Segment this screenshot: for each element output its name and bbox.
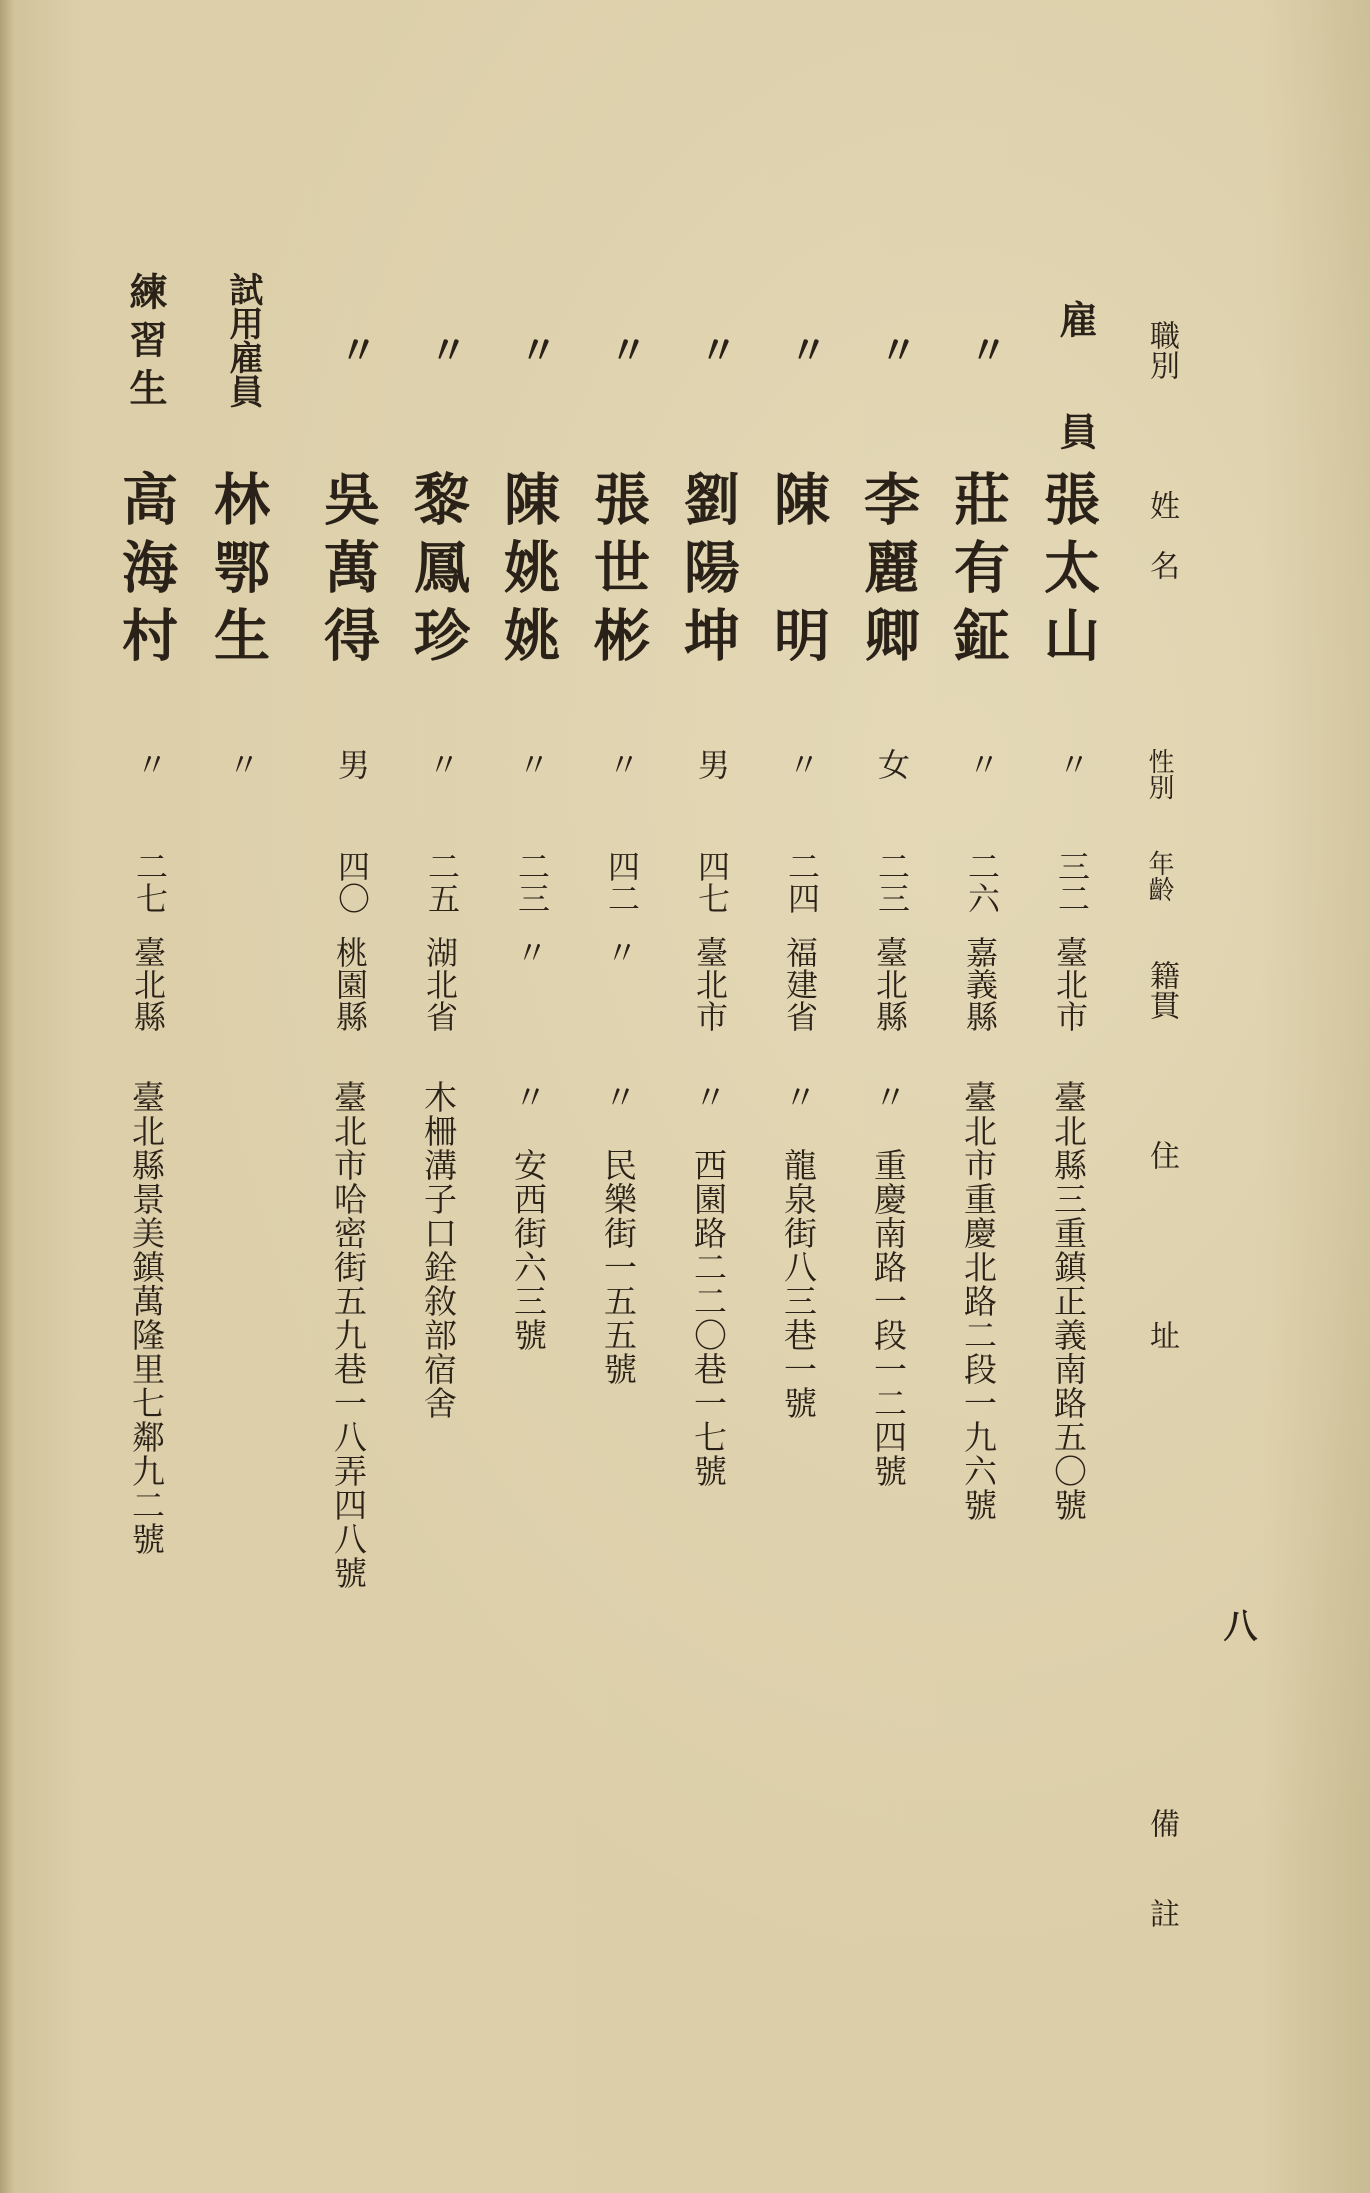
row-position: 雇 員 <box>1053 300 1098 468</box>
row-age: 四〇 <box>333 850 371 914</box>
row-sex: 〃 <box>423 748 461 780</box>
header-position: 職別 <box>1144 320 1179 380</box>
row-address: 〃 安西街六三號 <box>509 1080 548 1352</box>
row-origin: 臺北縣 <box>129 936 167 1032</box>
row-name: 吳萬得 <box>315 470 381 674</box>
row-sex: 〃 <box>603 748 641 780</box>
row-sex: 男 <box>333 748 371 780</box>
row-sex: 〃 <box>513 748 551 780</box>
row-sex: 〃 <box>783 748 821 780</box>
row-origin: 桃園縣 <box>331 936 369 1032</box>
row-address: 木柵溝子口銓敘部宿舍 <box>419 1080 458 1420</box>
row-age: 二六 <box>963 850 1001 914</box>
row-address: 〃 龍泉街八三巷一號 <box>779 1080 818 1420</box>
row-position: 〃 <box>423 330 468 368</box>
row-name: 黎鳳珍 <box>405 470 471 674</box>
row-name: 劉陽坤 <box>675 470 741 674</box>
row-name: 陳姚姚 <box>495 470 561 674</box>
row-sex: 〃 <box>1053 748 1091 780</box>
row-name: 陳 明 <box>765 470 831 674</box>
row-position: 〃 <box>873 330 918 368</box>
row-age: 四二 <box>603 850 641 914</box>
row-origin: 〃 <box>601 936 639 968</box>
row-position: 試用雇員 <box>223 272 263 408</box>
row-sex: 〃 <box>223 748 261 780</box>
header-remarks: 備 註 <box>1144 1808 1179 1928</box>
row-age: 四七 <box>693 850 731 914</box>
row-origin: 臺北市 <box>1051 936 1089 1032</box>
row-sex: 〃 <box>131 748 169 780</box>
row-position: 〃 <box>513 330 558 368</box>
page-fold-shadow <box>0 0 14 2193</box>
row-origin: 湖北省 <box>421 936 459 1032</box>
row-origin: 嘉義縣 <box>961 936 999 1032</box>
row-address: 臺北市重慶北路二段一九六號 <box>959 1080 998 1522</box>
row-name: 李麗卿 <box>855 470 921 674</box>
header-age: 年齡 <box>1144 850 1174 902</box>
row-address: 臺北市哈密街五九巷一八弄四八號 <box>329 1080 368 1590</box>
row-sex: 女 <box>873 748 911 780</box>
row-position: 〃 <box>963 330 1008 368</box>
row-position: 〃 <box>333 330 378 368</box>
row-sex: 〃 <box>963 748 1001 780</box>
row-address: 臺北縣三重鎮正義南路五〇號 <box>1049 1080 1088 1522</box>
header-sex: 性別 <box>1144 748 1174 800</box>
header-address: 住 址 <box>1144 1140 1179 1350</box>
row-origin: 福建省 <box>781 936 819 1032</box>
row-age: 二四 <box>783 850 821 914</box>
row-age: 三二 <box>1053 850 1091 914</box>
row-address: 〃 西園路二二〇巷一七號 <box>689 1080 728 1488</box>
row-age: 二七 <box>131 850 169 914</box>
row-name: 張世彬 <box>585 470 651 674</box>
header-name: 姓 名 <box>1144 490 1179 580</box>
row-origin: 臺北縣 <box>871 936 909 1032</box>
row-name: 莊有鉦 <box>945 470 1011 674</box>
row-age: 二五 <box>423 850 461 914</box>
row-name: 林鄂生 <box>205 470 271 674</box>
row-name: 張太山 <box>1035 470 1101 674</box>
page-number: 八 <box>1217 1608 1257 1642</box>
row-address: 〃 民樂街一五五號 <box>599 1080 638 1386</box>
row-origin: 臺北市 <box>691 936 729 1032</box>
row-address: 〃 重慶南路一段一二四號 <box>869 1080 908 1488</box>
row-age: 二三 <box>513 850 551 914</box>
row-origin: 〃 <box>511 936 549 968</box>
row-age: 二三 <box>873 850 911 914</box>
row-address: 臺北縣景美鎮萬隆里七鄰九二號 <box>127 1080 166 1556</box>
row-position: 〃 <box>693 330 738 368</box>
row-name: 高海村 <box>113 470 179 674</box>
row-position: 〃 <box>783 330 828 368</box>
row-position: 〃 <box>603 330 648 368</box>
row-position: 練習生 <box>123 272 168 416</box>
row-sex: 男 <box>693 748 731 780</box>
header-origin: 籍貫 <box>1144 960 1179 1020</box>
